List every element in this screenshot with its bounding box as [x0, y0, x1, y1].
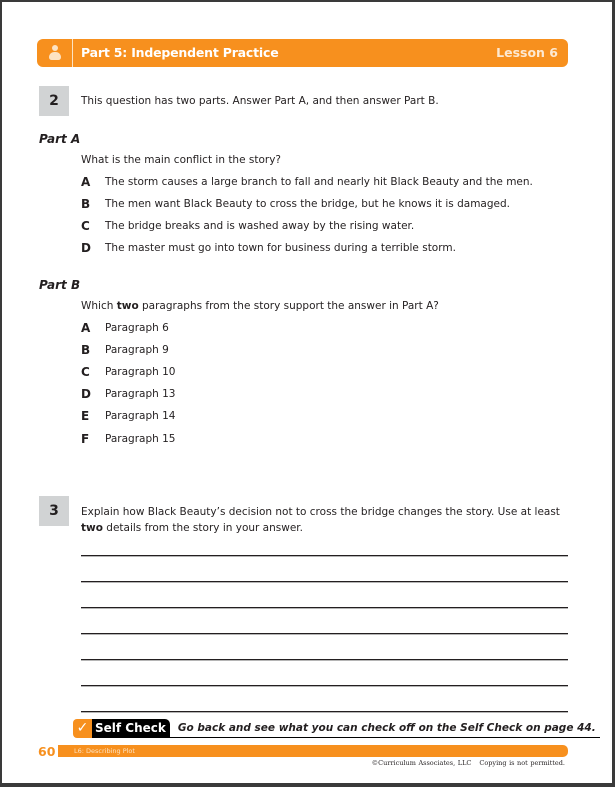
choice-letter: B [81, 197, 91, 211]
part-b-choice-b[interactable] [81, 342, 169, 358]
part-b-choice-d[interactable] [81, 386, 175, 402]
lesson-label: Lesson 6 [496, 45, 558, 60]
part-a-choice-b[interactable] [81, 196, 510, 212]
person-icon [49, 45, 61, 61]
question-3-text: Explain how Black Beauty’s decision not to cross the bridge changes the story. Use at least two details from the story in your answer. [81, 506, 560, 534]
choice-text: Paragraph 6 [105, 322, 169, 334]
part-a-prompt: What is the main conflict in the story? [81, 154, 281, 166]
choice-text: The storm causes a large branch to fall and nearly hit Black Beauty and the men. [105, 176, 533, 188]
self-check-banner [73, 719, 600, 738]
question-number-2: 2 [39, 86, 69, 116]
answer-line-3[interactable] [81, 607, 568, 609]
part-a-choice-a[interactable] [81, 174, 533, 190]
part-b-choice-c[interactable] [81, 364, 175, 380]
self-check-label: Self Check [92, 719, 170, 738]
self-check-text: Go back and see what you can check off on the Self Check on page 44. [170, 719, 600, 738]
choice-text: The bridge breaks and is washed away by the rising water. [105, 220, 415, 232]
part-b-choice-a[interactable] [81, 320, 169, 336]
answer-line-5[interactable] [81, 659, 568, 661]
section-title: Part 5: Independent Practice [81, 45, 279, 60]
part-a-choice-d[interactable] [81, 240, 456, 256]
question-2-text: This question has two parts. Answer Part A, and then answer Part B. [81, 95, 439, 107]
choice-letter: A [81, 175, 91, 189]
part-b-label: Part B [39, 278, 81, 292]
footer-lesson-label: L6: Describing Plot [74, 747, 135, 755]
worksheet-page [2, 2, 612, 783]
choice-letter: A [81, 321, 91, 335]
answer-line-2[interactable] [81, 581, 568, 583]
part-b-prompt: Which two paragraphs from the story support the answer in Part A? [81, 300, 439, 312]
choice-text: Paragraph 14 [105, 410, 176, 422]
answer-line-1[interactable] [81, 555, 568, 557]
part-a-label: Part A [39, 132, 81, 146]
section-header [37, 39, 568, 67]
choice-text: Paragraph 15 [105, 433, 176, 445]
choice-letter: D [81, 387, 91, 401]
choice-text: Paragraph 10 [105, 366, 176, 378]
choice-letter: B [81, 343, 91, 357]
checkmark-icon: ✓ [73, 719, 92, 738]
question-number-3: 3 [39, 496, 69, 526]
choice-letter: C [81, 219, 90, 233]
footer-bar [58, 745, 568, 757]
choice-letter: D [81, 241, 91, 255]
part-b-choice-e[interactable] [81, 408, 175, 424]
answer-line-7[interactable] [81, 711, 568, 713]
copyright-notice: ©Curriculum Associates, LLC Copying is not permitted. [371, 759, 565, 767]
part-a-choice-c[interactable] [81, 218, 414, 234]
header-icon-box [37, 39, 73, 67]
part-b-choice-f[interactable] [81, 431, 175, 447]
choice-text: The master must go into town for business during a terrible storm. [105, 242, 456, 254]
answer-line-4[interactable] [81, 633, 568, 635]
choice-text: The men want Black Beauty to cross the bridge, but he knows it is damaged. [105, 198, 510, 210]
choice-text: Paragraph 13 [105, 388, 176, 400]
choice-letter: F [81, 432, 90, 446]
choice-text: Paragraph 9 [105, 344, 169, 356]
page-number: 60 [38, 744, 56, 759]
choice-letter: E [81, 409, 90, 423]
choice-letter: C [81, 365, 90, 379]
answer-line-6[interactable] [81, 685, 568, 687]
